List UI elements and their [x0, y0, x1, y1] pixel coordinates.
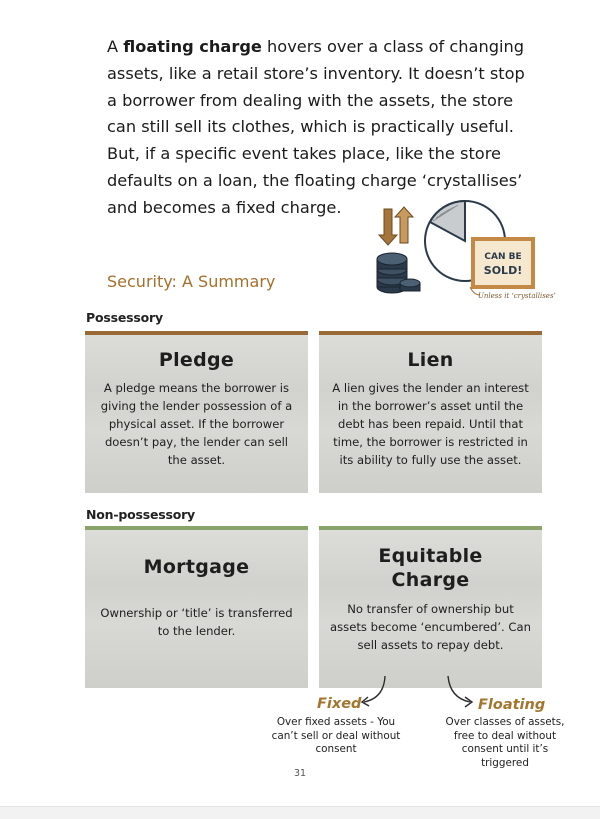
equitable-charge-card [319, 526, 542, 688]
page-number: 31 [293, 768, 307, 779]
intro-paragraph [107, 34, 527, 222]
fixed-branch-desc: Over fixed assets - You can’t sell or deal without consent [271, 716, 401, 755]
mortgage-body: Ownership or ‘title’ is transferred to the lender. [100, 606, 293, 638]
non-possessory-label: Non-possessory [86, 507, 196, 522]
lien-card [319, 331, 542, 493]
equitable-title-line-1: Equitable [378, 545, 483, 567]
sign-line-2: SOLD! [483, 264, 523, 277]
lien-body: A lien gives the lender an interest in the borrower’s asset until the debt has been repaid. Until that time, the borrower is restricted in its ability to fully use the asset. [332, 381, 529, 467]
sold-sign-icon [473, 239, 533, 287]
intro-text-rest: hovers over a class of changing assets, like a retail store’s inventory. It doesn’t stop a borrower from dealing with the assets, the store can still sell its clothes, which is practically useful. But, if a specific event takes place, like the store defaults on a loan, the floating charge ‘crystallises’ and becomes a fixed charge. [107, 37, 525, 217]
equitable-title-line-2: Charge [391, 569, 470, 591]
equitable-charge-body: No transfer of ownership but assets become ‘encumbered’. Can sell assets to repay debt. [330, 602, 531, 652]
asset-illustration [370, 195, 550, 307]
floating-branch-title: Floating [478, 697, 546, 713]
pledge-title: Pledge [158, 349, 235, 371]
pledge-card [85, 331, 308, 493]
sign-line-1: CAN BE [484, 252, 522, 262]
viewer-bottom-bar [0, 806, 600, 819]
fixed-branch-title: Fixed [317, 696, 362, 712]
illustration-caption: Unless it ‘crystallises’ [478, 292, 556, 300]
coin-stack-icon [377, 253, 420, 293]
floating-branch-desc: Over classes of assets, free to deal without consent until it’s triggered [445, 716, 565, 769]
section-heading: Security: A Summary [107, 272, 276, 291]
up-down-arrows-icon [379, 207, 413, 245]
lien-title: Lien [407, 349, 454, 371]
intro-text-start: A [107, 37, 124, 56]
possessory-label: Possessory [86, 310, 163, 325]
mortgage-card [85, 526, 308, 688]
pledge-body: A pledge means the borrower is giving the lender possession of a physical asset. If the borrower doesn’t pay, the lender can sell the asset. [100, 381, 293, 467]
floating-charge-term: floating charge [123, 37, 262, 56]
curved-arrow-right-icon [440, 672, 480, 712]
mortgage-title: Mortgage [143, 556, 250, 578]
